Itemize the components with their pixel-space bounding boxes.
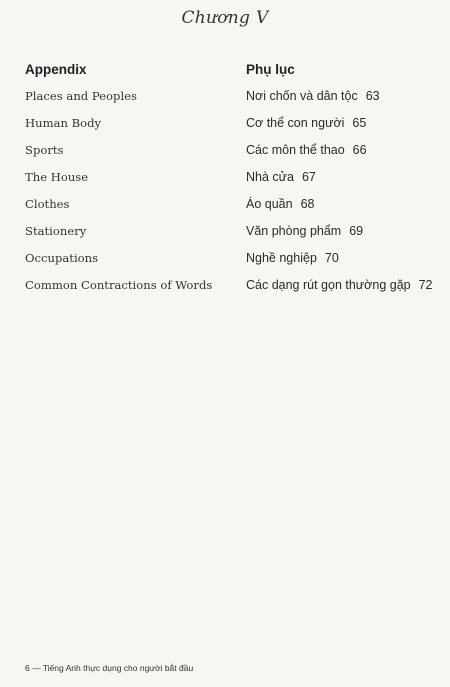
toc-entry-english: Stationery <box>25 224 87 238</box>
page-footer: 6 — Tiếng Anh thực dụng cho người bắt đầu <box>25 663 194 673</box>
appendix-heading: Appendix <box>25 62 87 77</box>
toc-entry-vietnamese <box>246 275 446 302</box>
toc-page-number: 66 <box>352 143 367 157</box>
toc-entry-english: Clothes <box>25 197 70 211</box>
toc-entry-vietnamese <box>246 140 446 167</box>
toc-entry-title: Cơ thể con người <box>246 116 345 130</box>
toc-entry-english: Places and Peoples <box>25 89 137 103</box>
toc-entry-english: Common Contractions of Words <box>25 278 213 292</box>
toc-entry-vietnamese <box>246 221 446 248</box>
chapter-title: Chương V <box>181 8 269 28</box>
toc-english-column <box>25 60 240 302</box>
toc-page-number: 69 <box>349 224 364 238</box>
toc-entry-title: Văn phòng phẩm <box>246 224 342 238</box>
toc-vietnamese-column <box>246 60 446 302</box>
toc-entry-english: Sports <box>25 143 64 157</box>
toc-entry-english: The House <box>25 170 89 184</box>
toc-page-number: 63 <box>365 89 380 103</box>
toc-entry-english: Occupations <box>25 251 99 265</box>
toc-entry-vietnamese <box>246 167 446 194</box>
phu-luc-heading: Phụ lục <box>246 62 295 77</box>
toc-entry-vietnamese <box>246 86 446 113</box>
toc-entry-vietnamese <box>246 248 446 275</box>
toc-entry-title: Nhà cửa <box>246 170 294 184</box>
toc-entry-title: Các dạng rút gọn thường gặp <box>246 278 411 292</box>
toc-page-number: 70 <box>324 251 339 265</box>
toc-entry-vietnamese <box>246 194 446 221</box>
toc-page-number: 65 <box>352 116 367 130</box>
toc-entry-title: Áo quần <box>246 197 293 211</box>
toc-entry-title: Nghề nghiệp <box>246 251 317 265</box>
toc-entry-title: Các môn thể thao <box>246 143 345 157</box>
toc-page-number: 68 <box>300 197 315 211</box>
toc-page-number: 67 <box>301 170 316 184</box>
toc-entry-vietnamese <box>246 113 446 140</box>
toc-page-number: 72 <box>418 278 433 292</box>
toc-entry-title: Nơi chốn và dân tộc <box>246 89 358 103</box>
toc-entry-english: Human Body <box>25 116 102 130</box>
